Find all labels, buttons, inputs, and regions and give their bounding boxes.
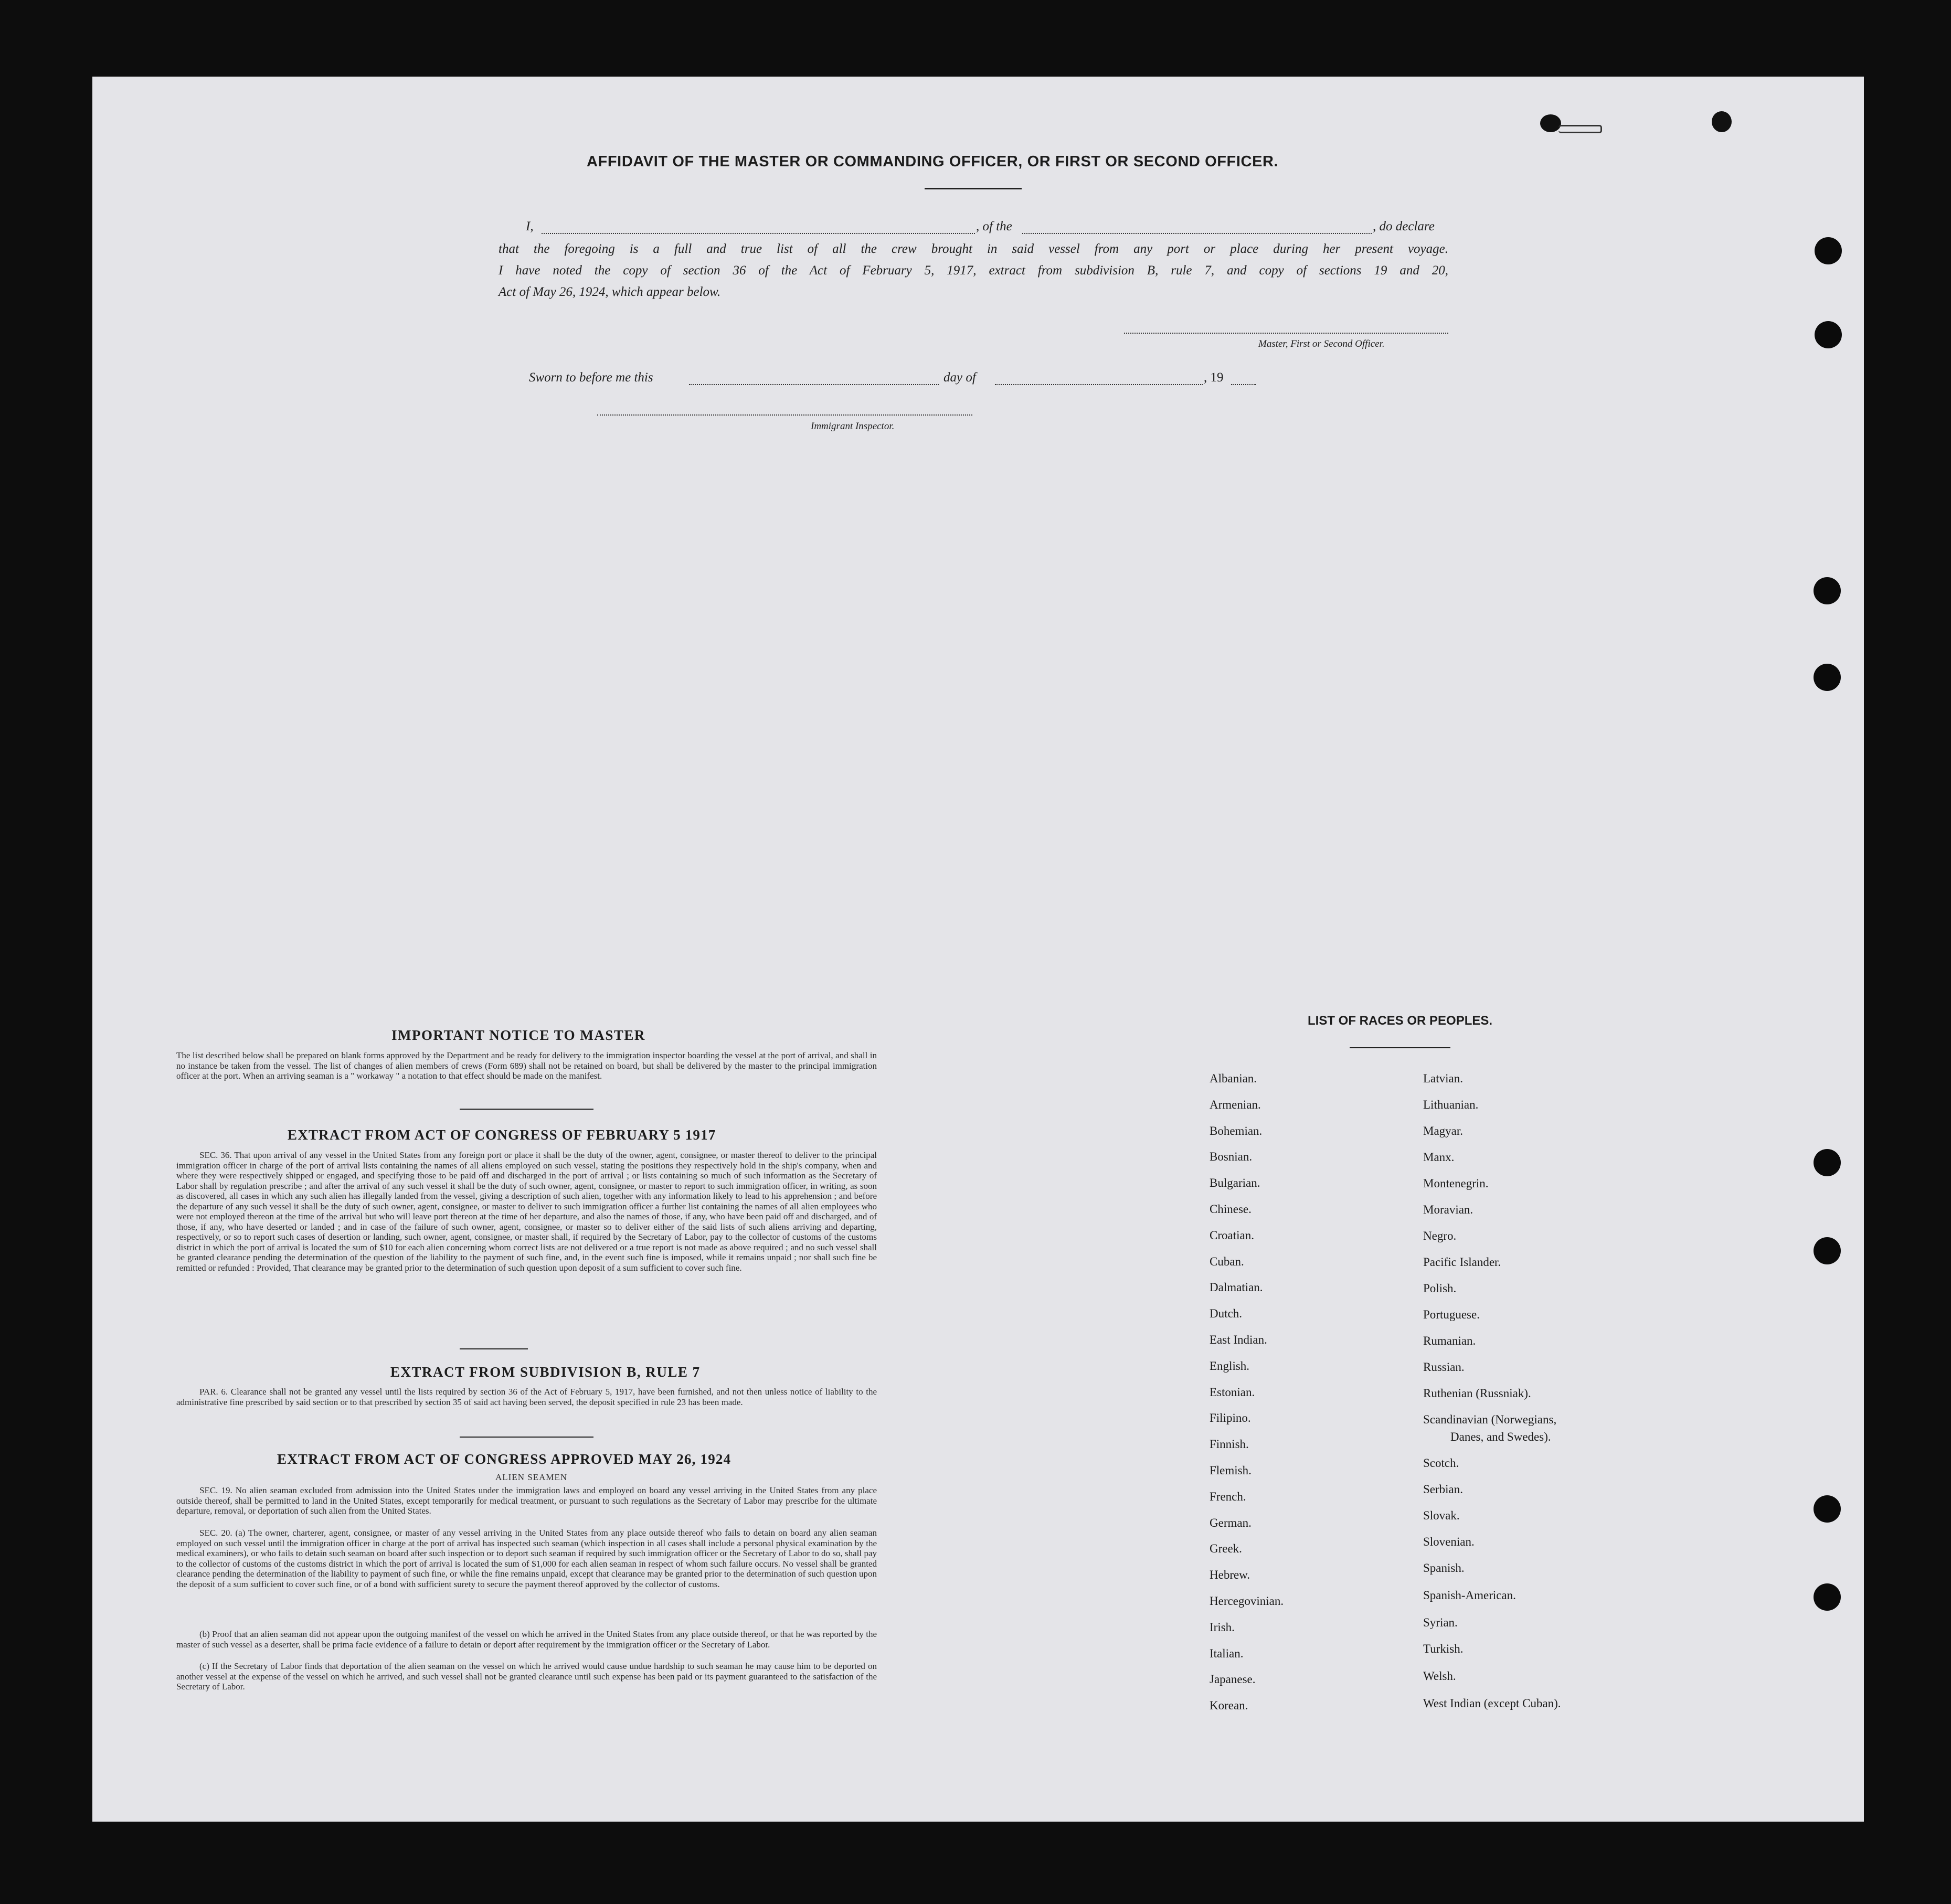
notice-title: IMPORTANT NOTICE TO MASTER: [391, 1027, 645, 1043]
divider: [1350, 1047, 1450, 1048]
sec20c-text: (c) If the Secretary of Labor finds that deportation of the alien seaman on the vessel on which he arrived would cause undue hardship to such seaman he may cause him to be deported on another vessel at the expense of the vessel on which he arrived, and such vessel shall not be granted clearance until such expense has been paid or its payment guaranteed to the satisfaction of the Secretary of Labor.: [176, 1661, 877, 1692]
extract-rule7-title: EXTRACT FROM SUBDIVISION B, RULE 7: [390, 1364, 701, 1380]
declarant-label: I,: [526, 219, 534, 233]
race-item: Polish.: [1423, 1282, 1457, 1295]
race-item: Syrian.: [1423, 1616, 1458, 1629]
signature-line[interactable]: [1124, 333, 1448, 334]
staple-mark: [1558, 125, 1602, 133]
race-item: Greek.: [1210, 1542, 1242, 1556]
staple-mark: [1712, 111, 1732, 132]
race-item: French.: [1210, 1490, 1246, 1503]
sec20b-text: (b) Proof that an alien seaman did not appear upon the outgoing manifest of the vessel on which he arrived in the United States from any place outside thereof, or that he was reported by the master of such vessel as a deserter, shall be prima facie evidence of a failure to detain or deport after requirement by the immigration officer or the Secretary of Labor.: [176, 1629, 877, 1650]
race-item: Finnish.: [1210, 1438, 1249, 1451]
race-item: Korean.: [1210, 1699, 1248, 1712]
race-item: Montenegrin.: [1423, 1177, 1489, 1190]
race-item: Dutch.: [1210, 1307, 1242, 1321]
year-label: , 19: [1204, 370, 1224, 385]
inspector-label: Immigrant Inspector.: [811, 421, 895, 432]
staple-mark: [1540, 114, 1561, 132]
race-item: Bulgarian.: [1210, 1176, 1260, 1190]
declarant-name-field[interactable]: [542, 233, 975, 234]
race-item: Manx.: [1423, 1151, 1455, 1164]
race-item: Filipino.: [1210, 1411, 1251, 1425]
signature-label: Master, First or Second Officer.: [1258, 338, 1385, 349]
race-item: Irish.: [1210, 1620, 1235, 1634]
race-item: Slovenian.: [1423, 1535, 1475, 1548]
race-item: Turkish.: [1423, 1642, 1464, 1655]
race-item: Moravian.: [1423, 1203, 1473, 1216]
race-item: Hercegovinian.: [1210, 1594, 1284, 1608]
race-item: Armenian.: [1210, 1098, 1261, 1111]
punch-hole: [1815, 237, 1842, 264]
day-of-label: day of: [943, 370, 976, 385]
sec19-text: SEC. 19. No alien seaman excluded from admission into the United States under the immigration laws and employed on board any vessel arriving in the United States from any place outside thereof, shall be permitted to land in the United States, except temporarily for medical treatment, or pursuant to such regulations as the Secretary of Labor may prescribe for the ultimate departure, removal, or deportation of such alien from the United States.: [176, 1485, 877, 1516]
declare-label: , do declare: [1373, 219, 1435, 233]
race-item: Estonian.: [1210, 1385, 1255, 1399]
affidavit-line3: I have noted the copy of section 36 of the Act of February 5, 1917, extract from subdivision B, rule 7, and copy of sections 19 and 20,: [499, 263, 1448, 278]
inspector-signature-line[interactable]: [597, 414, 972, 416]
of-the-label: , of the: [976, 219, 1012, 233]
punch-hole: [1814, 1237, 1841, 1264]
extract-1917-text: SEC. 36. That upon arrival of any vessel in the United States from any foreign port or place it shall be the duty of the owner, agent, consignee, or master thereof to deliver to the principal immigration officer in charge of the port of arrival lists containing the names of all aliens employed on such vessel, stating the positions they respectively hold in the ship's company, when and where they were respectively shipped or engaged, and specifying those to be paid off and discharged in the port of arrival ; or lists containing so much of such information as the Secretary of Labor shall by regulation prescribe ; and after the arrival of any such vessel it shall be the duty of such owner, agent, consignee, or master to report to such immigration officer, in writing, as soon as discovered, all cases in which any such alien has illegally landed from the vessel, giving a description of such alien, together with any information likely to lead to his apprehension ; and before the departure of any such vessel it shall be the duty of such owner, agent, consignee, or master to deliver to such immigration officer a further list containing the names of all alien employees who were not employed thereon at the time of the arrival but who will leave port thereon at the time of her departure, and also the names of those, if any, who have been paid off and discharged, and of those, if any, who have deserted or landed ; and in case of the failure of such owner, agent, consignee, or master so to deliver either of the said lists of such aliens arriving and departing, respectively, or so to report such cases of desertion or landing, such owner, agent, consignee, or master shall, if required by the Secretary of Labor, pay to the collector of customs of the customs district in which the port of arrival is located the sum of $10 for each alien concerning whom correct lists are not delivered or a true report is not made as above required ; and no such vessel shall be granted clearance pending the determination of the question of the liability to the payment of such fine, and, in the event such fine is imposed, while it remains unpaid ; nor shall such fine be remitted or refunded : Provided, That clearance may be granted prior to the determination of such question upon deposit of a sum sufficient to cover such fine.: [176, 1150, 877, 1273]
affidavit-line4: Act of May 26, 1924, which appear below.: [499, 285, 721, 299]
race-item: Hebrew.: [1210, 1568, 1250, 1582]
affidavit-line2: that the foregoing is a full and true list of all the crew brought in said vessel from any port or place during her present voyage.: [499, 242, 1448, 256]
race-item: Russian.: [1423, 1360, 1465, 1374]
race-item: Negro.: [1423, 1229, 1457, 1242]
race-item: Scotch.: [1423, 1456, 1459, 1470]
punch-hole: [1814, 664, 1841, 691]
race-item: Japanese.: [1210, 1673, 1256, 1686]
race-item: Slovak.: [1423, 1509, 1460, 1522]
notice-text: The list described below shall be prepared on blank forms approved by the Department and be ready for delivery to the immigration inspector boarding the vessel at the port of arrival, and shall in no instance be taken from the vessel. The list of changes of alien members of crews (Form 689) shall not be retained on board, but shall be delivered by the master to the principal immigration officer at the port. When an arriving seaman is a " workaway " a notation to that effect should be made on the manifest.: [176, 1050, 877, 1081]
punch-hole: [1814, 1149, 1841, 1176]
race-item: Welsh.: [1423, 1669, 1456, 1683]
affidavit-line1: [526, 219, 1447, 236]
sworn-year-field[interactable]: [1231, 384, 1256, 385]
punch-hole: [1815, 321, 1842, 348]
race-item: Latvian.: [1423, 1072, 1463, 1085]
divider: [460, 1437, 593, 1438]
races-title: LIST OF RACES OR PEOPLES.: [1308, 1014, 1493, 1028]
sworn-line: [529, 370, 1264, 388]
extract-rule7-text: PAR. 6. Clearance shall not be granted any vessel until the lists required by section 36 of the Act of February 5, 1917, have been furnished, and not then unless notice of liability to the administrative fine prescribed by said section or to that prescribed by section 35 of said act having been served, the deposit specified in rule 23 has been made.: [176, 1387, 877, 1407]
race-item: Scandinavian (Norwegians,: [1423, 1413, 1557, 1426]
race-item: Croatian.: [1210, 1228, 1254, 1242]
race-item: Serbian.: [1423, 1483, 1464, 1496]
sworn-day-field[interactable]: [689, 384, 939, 385]
race-item: West Indian (except Cuban).: [1423, 1697, 1561, 1710]
divider: [460, 1348, 528, 1349]
extract-1917-title: EXTRACT FROM ACT OF CONGRESS OF FEBRUARY 5 1917: [288, 1127, 716, 1143]
sec20a-text: SEC. 20. (a) The owner, charterer, agent, consignee, or master of any vessel arriving in the United States from any place outside thereof who fails to detain on board any alien seaman employed on such vessel until the immigration officer in charge at the port of arrival has inspected such seaman (which inspection in all cases shall include a personal physical examination by the medical examiners), or who fails to detain such seaman on board after such inspection or to deport such seaman if required by such immigration officer or the Secretary of Labor to do so, shall pay to the collector of customs of the customs district in which the port of arrival is located the sum of $1,000 for each alien seaman in respect of whom such failure occurs. No vessel shall be granted clearance pending the determination of the liability to payment of such fine, or while the fine remains unpaid, except that clearance may be granted prior to the determination of such question upon the deposit of a sum sufficient to cover such fine, or of a bond with sufficient surety to secure the payment thereof approved by the collector of customs.: [176, 1528, 877, 1589]
race-item: Italian.: [1210, 1646, 1244, 1660]
race-item: Flemish.: [1210, 1464, 1252, 1477]
divider: [925, 188, 1022, 189]
race-item: Pacific Islander.: [1423, 1256, 1501, 1269]
race-item: Magyar.: [1423, 1124, 1464, 1137]
race-item: Spanish.: [1423, 1561, 1465, 1575]
race-item: Albanian.: [1210, 1072, 1257, 1085]
race-item: Dalmatian.: [1210, 1281, 1263, 1294]
race-item: Rumanian.: [1423, 1334, 1476, 1347]
punch-hole: [1814, 577, 1841, 604]
punch-hole: [1814, 1583, 1841, 1611]
race-item: East Indian.: [1210, 1333, 1267, 1346]
sworn-month-field[interactable]: [995, 384, 1203, 385]
race-item: German.: [1210, 1516, 1252, 1529]
race-item: Cuban.: [1210, 1254, 1244, 1268]
race-item: Chinese.: [1210, 1203, 1252, 1216]
vessel-field[interactable]: [1022, 233, 1372, 234]
affidavit-title: AFFIDAVIT OF THE MASTER OR COMMANDING OFFICER, OR FIRST OR SECOND OFFICER.: [587, 153, 1279, 170]
extract-1924-title: EXTRACT FROM ACT OF CONGRESS APPROVED MAY 26, 1924: [277, 1451, 731, 1467]
race-item: English.: [1210, 1359, 1250, 1373]
race-item: Portuguese.: [1423, 1308, 1480, 1321]
divider: [460, 1109, 593, 1110]
race-item: Bosnian.: [1210, 1150, 1253, 1164]
alien-seamen-subtitle: ALIEN SEAMEN: [495, 1472, 568, 1482]
race-item: Danes, and Swedes).: [1450, 1430, 1551, 1443]
race-item: Spanish-American.: [1423, 1589, 1516, 1602]
race-item: Bohemian.: [1210, 1124, 1263, 1137]
race-item: Ruthenian (Russniak).: [1423, 1387, 1531, 1400]
punch-hole: [1814, 1495, 1841, 1523]
sworn-label: Sworn to before me this: [529, 370, 653, 385]
race-item: Lithuanian.: [1423, 1098, 1479, 1111]
